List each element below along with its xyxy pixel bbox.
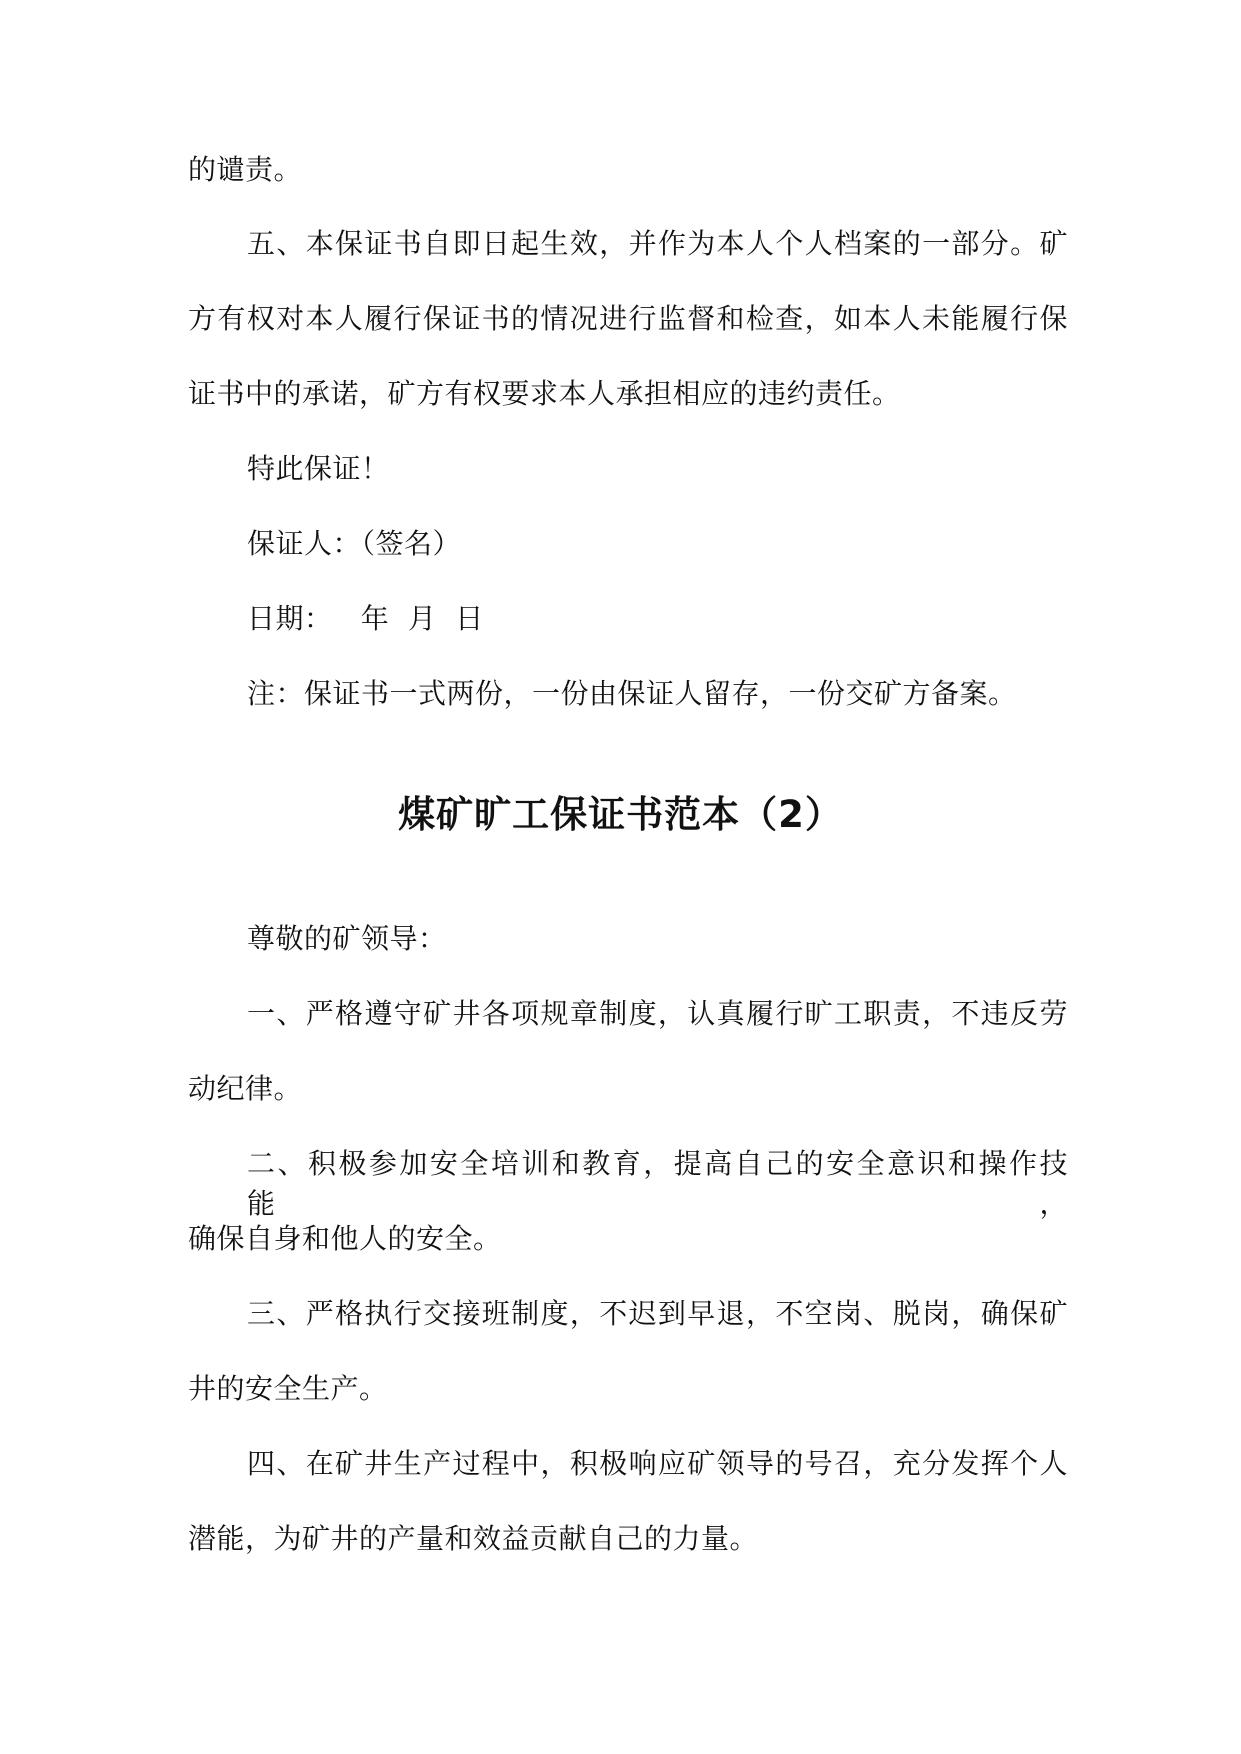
item-3-line-1: 三、严格执行交接班制度，不迟到早退，不空岗、脱岗，确保矿 (247, 1297, 1068, 1330)
guarantor-signature-line: 保证人：（签名） (247, 527, 462, 560)
item-2-line-1: 二、积极参加安全培训和教育，提高自己的安全意识和操作技能， (247, 1147, 1068, 1220)
paragraph-5-line-1: 五、本保证书自即日起生效，并作为本人个人档案的一部分。矿 (247, 227, 1068, 260)
salutation: 尊敬的矿领导： (247, 922, 447, 955)
note-line: 注：保证书一式两份，一份由保证人留存，一份交矿方备案。 (247, 677, 1017, 710)
item-1-line-2: 动纪律。 (188, 1072, 303, 1105)
paragraph-5-line-2: 方有权对本人履行保证书的情况进行监督和检查，如本人未能履行保 (188, 302, 1068, 335)
document-title: 煤矿旷工保证书范本（2） (398, 793, 843, 836)
paragraph-continuation: 的谴责。 (188, 153, 303, 186)
date-line: 日期： 年 月 日 (247, 602, 484, 635)
item-4-line-2: 潜能，为矿井的产量和效益贡献自己的力量。 (188, 1522, 759, 1555)
item-4-line-1: 四、在矿井生产过程中，积极响应矿领导的号召，充分发挥个人 (247, 1447, 1068, 1480)
closing-line: 特此保证！ (247, 452, 390, 485)
item-1-line-1: 一、严格遵守矿井各项规章制度，认真履行旷工职责，不违反劳 (247, 997, 1068, 1030)
item-2-line-2: 确保自身和他人的安全。 (188, 1222, 502, 1255)
paragraph-5-line-3: 证书中的承诺，矿方有权要求本人承担相应的违约责任。 (188, 377, 901, 410)
item-3-line-2: 井的安全生产。 (188, 1372, 388, 1405)
